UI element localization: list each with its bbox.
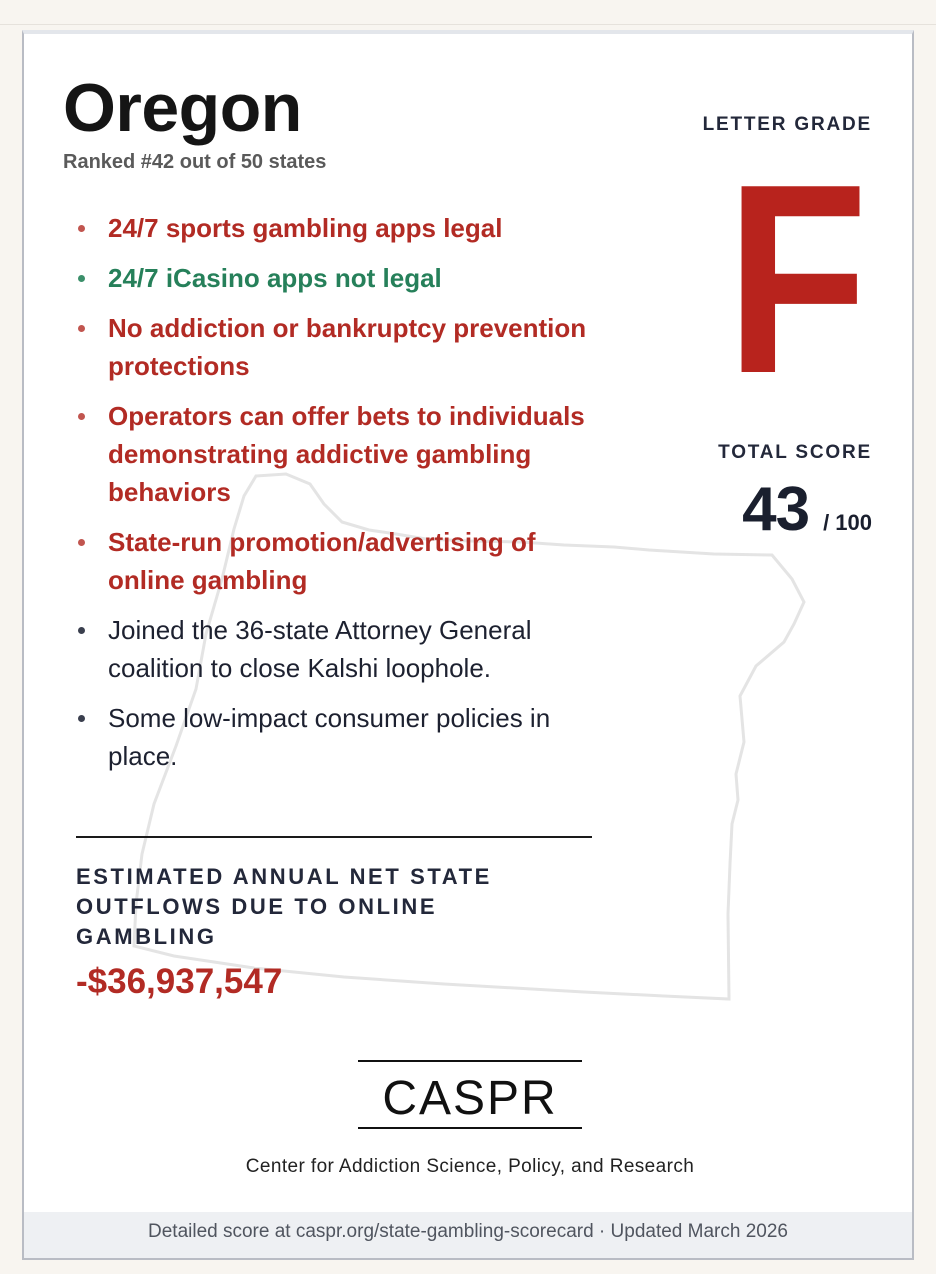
policy-bullet-text: Some low-impact consumer policies in place. bbox=[108, 703, 551, 771]
logo-top-rule bbox=[358, 1060, 582, 1062]
caspr-full-name: Center for Addiction Science, Policy, and Research bbox=[245, 1156, 695, 1177]
bullet-dot-icon bbox=[78, 225, 85, 232]
caspr-logo: CASPR bbox=[382, 1072, 558, 1125]
letter-grade bbox=[726, 129, 868, 430]
policy-bullet-text: 24/7 iCasino apps not legal bbox=[108, 263, 442, 293]
bullet-dot-icon bbox=[78, 413, 85, 420]
total-score-max: / 100 bbox=[823, 510, 872, 535]
bullet-dot-icon bbox=[78, 325, 85, 332]
policy-bullet bbox=[76, 209, 596, 247]
bullet-dot-icon bbox=[78, 715, 85, 722]
policy-bullet bbox=[76, 611, 596, 687]
policy-bullet-text: Joined the 36-state Attorney General coalition to close Kalshi loophole. bbox=[108, 615, 532, 683]
state-rank: Ranked #42 out of 50 states bbox=[63, 151, 327, 173]
bullet-dot-icon bbox=[78, 539, 85, 546]
page-top-rule bbox=[0, 24, 936, 25]
letter-grade-label: LETTER GRADE bbox=[702, 114, 872, 135]
bullet-dot-icon bbox=[78, 275, 85, 282]
bullet-dot-icon bbox=[78, 627, 85, 634]
policy-bullet bbox=[76, 259, 596, 297]
policy-bullet-text: Operators can offer bets to individuals demonstrating addictive gambling behaviors bbox=[108, 401, 585, 507]
section-divider bbox=[76, 836, 592, 838]
policy-bullet-text: State-run promotion/advertising of online gambling bbox=[108, 527, 536, 595]
scorecard bbox=[22, 30, 914, 1260]
policy-bullet-text: 24/7 sports gambling apps legal bbox=[108, 213, 503, 243]
logo-bottom-rule bbox=[358, 1127, 582, 1129]
policy-bullet-text: No addiction or bankruptcy prevention protections bbox=[108, 313, 587, 381]
state-name: Oregon bbox=[63, 70, 302, 146]
total-score-value: 43 bbox=[742, 475, 810, 544]
total-score bbox=[742, 474, 872, 545]
policy-bullet bbox=[76, 397, 596, 511]
policy-bullet bbox=[76, 699, 596, 775]
letter-grade-text: F bbox=[726, 129, 868, 430]
total-score-label: TOTAL SCORE bbox=[718, 442, 872, 463]
policy-bullet-list bbox=[76, 209, 596, 787]
footer: Detailed score at caspr.org/state-gambling-scorecard · Updated March 2026 bbox=[24, 1212, 912, 1258]
outflow-value: -$36,937,547 bbox=[76, 962, 283, 1001]
policy-bullet bbox=[76, 523, 596, 599]
outflow-label: ESTIMATED ANNUAL NET STATE OUTFLOWS DUE TO ONLINE GAMBLING bbox=[76, 864, 492, 949]
policy-bullet bbox=[76, 309, 596, 385]
